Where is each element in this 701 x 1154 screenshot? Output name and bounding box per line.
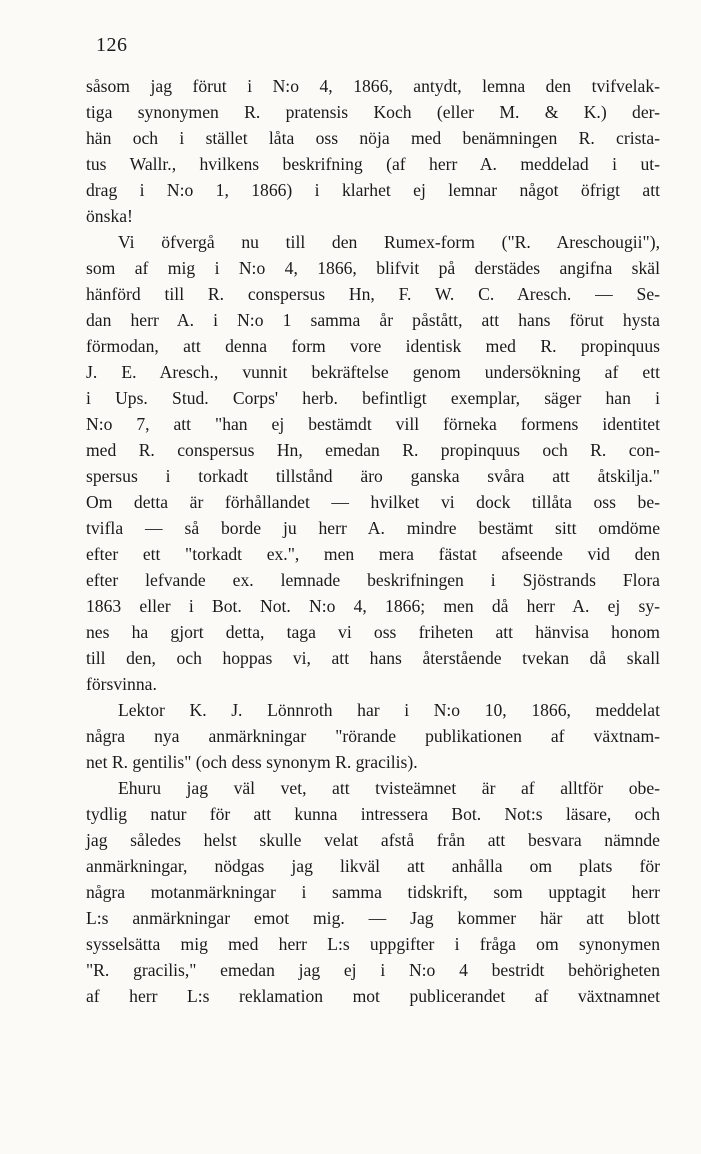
text-line: L:s anmärkningar emot mig. — Jag kommer här att blott — [86, 908, 660, 928]
text-line: jag således helst skulle velat afstå från att besvara nämnde — [86, 830, 660, 850]
text-line: i Ups. Stud. Corps' herb. befintligt exemplar, säger han i — [86, 388, 660, 408]
text-line: Ehuru jag väl vet, att tvisteämnet är af alltför obe- — [118, 778, 660, 798]
text-line: hänförd till R. conspersus Hn, F. W. C. Aresch. — Se- — [86, 284, 660, 304]
text-line: dan herr A. i N:o 1 samma år påstått, att hans förut hysta — [86, 310, 660, 330]
text-line: efter ett "torkadt ex.", men mera fästat afseende vid den — [86, 544, 660, 564]
body-text — [86, 73, 660, 1009]
text-line: förmodan, att denna form vore identisk med R. propinquus — [86, 336, 660, 356]
text-line: 1863 eller i Bot. Not. N:o 4, 1866; men då herr A. ej sy- — [86, 596, 660, 616]
text-line: af herr L:s reklamation mot publicerandet af växtnamnet — [86, 986, 660, 1006]
text-line: tvifla — så borde ju herr A. mindre bestämt sitt omdöme — [86, 518, 660, 538]
text-line: anmärkningar, nödgas jag likväl att anhålla om plats för — [86, 856, 660, 876]
text-line: drag i N:o 1, 1866) i klarhet ej lemnar något öfrigt att — [86, 180, 660, 200]
text-line: efter lefvande ex. lemnade beskrifningen i Sjöstrands Flora — [86, 570, 660, 590]
text-line: Lektor K. J. Lönnroth har i N:o 10, 1866, meddelat — [118, 700, 660, 720]
text-line: sysselsätta mig med herr L:s uppgifter i fråga om synonymen — [86, 934, 660, 954]
text-line: "R. gracilis," emedan jag ej i N:o 4 bestridt behörigheten — [86, 960, 660, 980]
text-line: N:o 7, att "han ej bestämdt vill förneka formens identitet — [86, 414, 660, 434]
text-line: hän och i stället låta oss nöja med benämningen R. cristа- — [86, 128, 660, 148]
text-line: som af mig i N:o 4, 1866, blifvit på derstädes angifna skäl — [86, 258, 660, 278]
text-line: Om detta är förhållandet — hvilket vi dock tillåta oss be- — [86, 492, 660, 512]
text-line: några nya anmärkningar "rörande publikationen af växtnam- — [86, 726, 660, 746]
text-line: till den, och hoppas vi, att hans återstående tvekan då skall — [86, 648, 660, 668]
text-line: önska! — [86, 206, 133, 226]
text-line: J. E. Aresch., vunnit bekräftelse genom undersökning af ett — [86, 362, 660, 382]
text-line: tus Wallr., hvilkens beskrifning (af herr A. meddelad i ut- — [86, 154, 660, 174]
text-line: spersus i torkadt tillstånd äro ganska svåra att åtskilja." — [86, 466, 660, 486]
text-line: tydlig natur för att kunna intressera Bot. Not:s läsare, och — [86, 804, 660, 824]
text-line: med R. conspersus Hn, emedan R. propinquus och R. con- — [86, 440, 660, 460]
text-line: tiga synonymen R. pratensis Koch (eller M. & K.) der- — [86, 102, 660, 122]
text-line: några motanmärkningar i samma tidskrift, som upptagit herr — [86, 882, 660, 902]
text-line: nes ha gjort detta, taga vi oss friheten att hänvisa honom — [86, 622, 660, 642]
text-line: net R. gentilis" (och dess synonym R. gracilis). — [86, 752, 418, 772]
text-line: försvinna. — [86, 674, 157, 694]
page-number: 126 — [96, 34, 128, 56]
text-line: Vi öfvergå nu till den Rumex-form ("R. Areschougii"), — [118, 232, 660, 252]
text-line: såsom jag förut i N:o 4, 1866, antydt, lemna den tvifvelak- — [86, 76, 660, 96]
